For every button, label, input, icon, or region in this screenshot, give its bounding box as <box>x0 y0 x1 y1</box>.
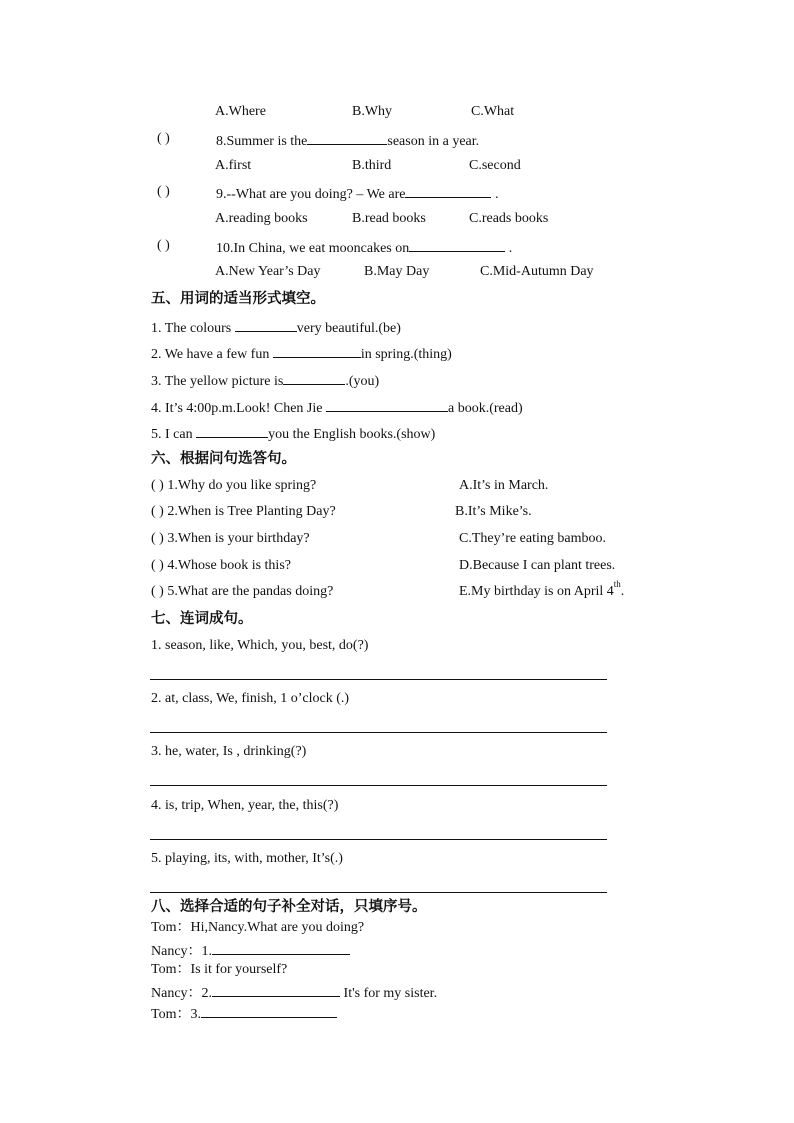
q9-text-end: . <box>491 187 499 202</box>
s6-answer-e-end: . <box>620 584 625 599</box>
s6-question-5: ( ) 5.What are the pandas doing? <box>151 584 334 599</box>
q9-blank[interactable] <box>405 183 491 198</box>
s7-item-1: 1. season, like, Which, you, best, do(?) <box>151 638 369 653</box>
s7-answer-line-4[interactable] <box>150 839 607 840</box>
s5-item-2-text: 2. We have a few fun <box>151 347 273 362</box>
q10-option-a: A.New Year’s Day <box>215 264 321 279</box>
section6-title: 六、根据问句选答句。 <box>151 451 296 467</box>
s6-question-4: ( ) 4.Whose book is this? <box>151 558 291 573</box>
s7-item-2: 2. at, class, We, finish, 1 o’clock (.) <box>151 691 350 706</box>
s8-blank-2[interactable] <box>212 982 340 997</box>
s5-item-2-hint: in spring.(thing) <box>360 347 452 362</box>
q9-text-start: 9.--What are you doing? – We are <box>216 187 406 202</box>
q7-option-b: B.Why <box>352 104 393 119</box>
q8-answer-paren[interactable]: ( ) <box>157 131 170 146</box>
s6-question-2: ( ) 2.When is Tree Planting Day? <box>151 504 336 519</box>
s5-item-3-text: 3. The yellow picture is <box>151 374 284 389</box>
s8-blank-3[interactable] <box>201 1003 337 1018</box>
q10-blank[interactable] <box>409 237 505 252</box>
q8-option-a: A.first <box>215 158 252 173</box>
s8-line-1-text: Tom：Hi,Nancy.What are you doing? <box>151 920 365 935</box>
q10-text-start: 10.In China, we eat mooncakes on <box>216 241 410 256</box>
s5-item-1-text: 1. The colours <box>151 321 235 336</box>
s5-item-1 <box>151 317 401 338</box>
s5-item-3 <box>151 370 379 391</box>
s6-answer-e <box>459 579 625 601</box>
q8-option-b: B.third <box>352 158 392 173</box>
s5-item-4-blank[interactable] <box>326 397 448 412</box>
s8-line-5 <box>151 1003 337 1024</box>
s8-line-2-text: Nancy：1. <box>151 944 213 959</box>
s5-item-5-blank[interactable] <box>196 423 268 438</box>
s7-answer-line-1[interactable] <box>150 679 607 680</box>
s5-item-1-blank[interactable] <box>235 317 297 332</box>
s5-item-5-hint: you the English books.(show) <box>268 427 436 442</box>
s5-item-1-hint: very beautiful.(be) <box>296 321 401 336</box>
s6-answer-a: A.It’s in March. <box>459 478 549 493</box>
s6-answer-e-sup: th <box>613 579 621 589</box>
q9-answer-paren[interactable]: ( ) <box>157 184 170 199</box>
s8-line-3 <box>151 961 287 979</box>
q9-option-b: B.read books <box>352 211 426 226</box>
section7-title: 七、连词成句。 <box>151 611 253 627</box>
s8-line-2 <box>151 940 350 961</box>
q9-question <box>216 183 498 204</box>
s6-answer-e-text: E.My birthday is on April 4 <box>459 584 614 599</box>
s6-question-3: ( ) 3.When is your birthday? <box>151 531 310 546</box>
s8-line-1 <box>151 919 364 937</box>
s8-line-5-text: Tom：3. <box>151 1007 201 1022</box>
s5-item-5 <box>151 423 435 444</box>
s7-answer-line-2[interactable] <box>150 732 607 733</box>
q8-question <box>216 130 479 151</box>
q8-blank[interactable] <box>307 130 387 145</box>
s5-item-2 <box>151 343 452 364</box>
s5-item-4-text: 4. It’s 4:00p.m.Look! Chen Jie <box>151 401 326 416</box>
s8-blank-1[interactable] <box>212 940 350 955</box>
q8-text-end: season in a year. <box>387 134 480 149</box>
q8-option-c: C.second <box>469 158 521 173</box>
s5-item-3-blank[interactable] <box>283 370 345 385</box>
s7-answer-line-5[interactable] <box>150 892 607 893</box>
s7-item-5: 5. playing, its, with, mother, It’s(.) <box>151 851 343 866</box>
s7-item-3: 3. he, water, Is , drinking(?) <box>151 744 307 759</box>
s8-line-4-text: Nancy：2. <box>151 986 213 1001</box>
s5-item-4 <box>151 397 523 418</box>
q7-option-c: C.What <box>471 104 515 119</box>
s8-line-4-end: It's for my sister. <box>340 986 438 1001</box>
s5-item-2-blank[interactable] <box>273 343 361 358</box>
section5-title: 五、用词的适当形式填空。 <box>151 291 325 307</box>
s7-item-4: 4. is, trip, When, year, the, this(?) <box>151 798 339 813</box>
q10-question <box>216 237 512 258</box>
s6-answer-b: B.It’s Mike’s. <box>455 504 532 519</box>
s6-question-1: ( ) 1.Why do you like spring? <box>151 478 317 493</box>
s5-item-3-hint: .(you) <box>345 374 380 389</box>
s6-answer-c: C.They’re eating bamboo. <box>459 531 606 546</box>
s5-item-4-hint: a book.(read) <box>448 401 523 416</box>
q10-option-c: C.Mid-Autumn Day <box>480 264 594 279</box>
q9-option-a: A.reading books <box>215 211 308 226</box>
q9-option-c: C.reads books <box>469 211 549 226</box>
q10-text-end: . <box>505 241 513 256</box>
q7-option-a: A.Where <box>215 104 266 119</box>
q10-option-b: B.May Day <box>364 264 430 279</box>
section8-title: 八、选择合适的句子补全对话，只填序号。 <box>151 899 427 915</box>
s8-line-3-text: Tom：Is it for yourself? <box>151 962 288 977</box>
s7-answer-line-3[interactable] <box>150 785 607 786</box>
q8-text-start: 8.Summer is the <box>216 134 308 149</box>
s8-line-4 <box>151 982 437 1003</box>
s5-item-5-text: 5. I can <box>151 427 197 442</box>
q10-answer-paren[interactable]: ( ) <box>157 238 170 253</box>
s6-answer-d: D.Because I can plant trees. <box>459 558 616 573</box>
